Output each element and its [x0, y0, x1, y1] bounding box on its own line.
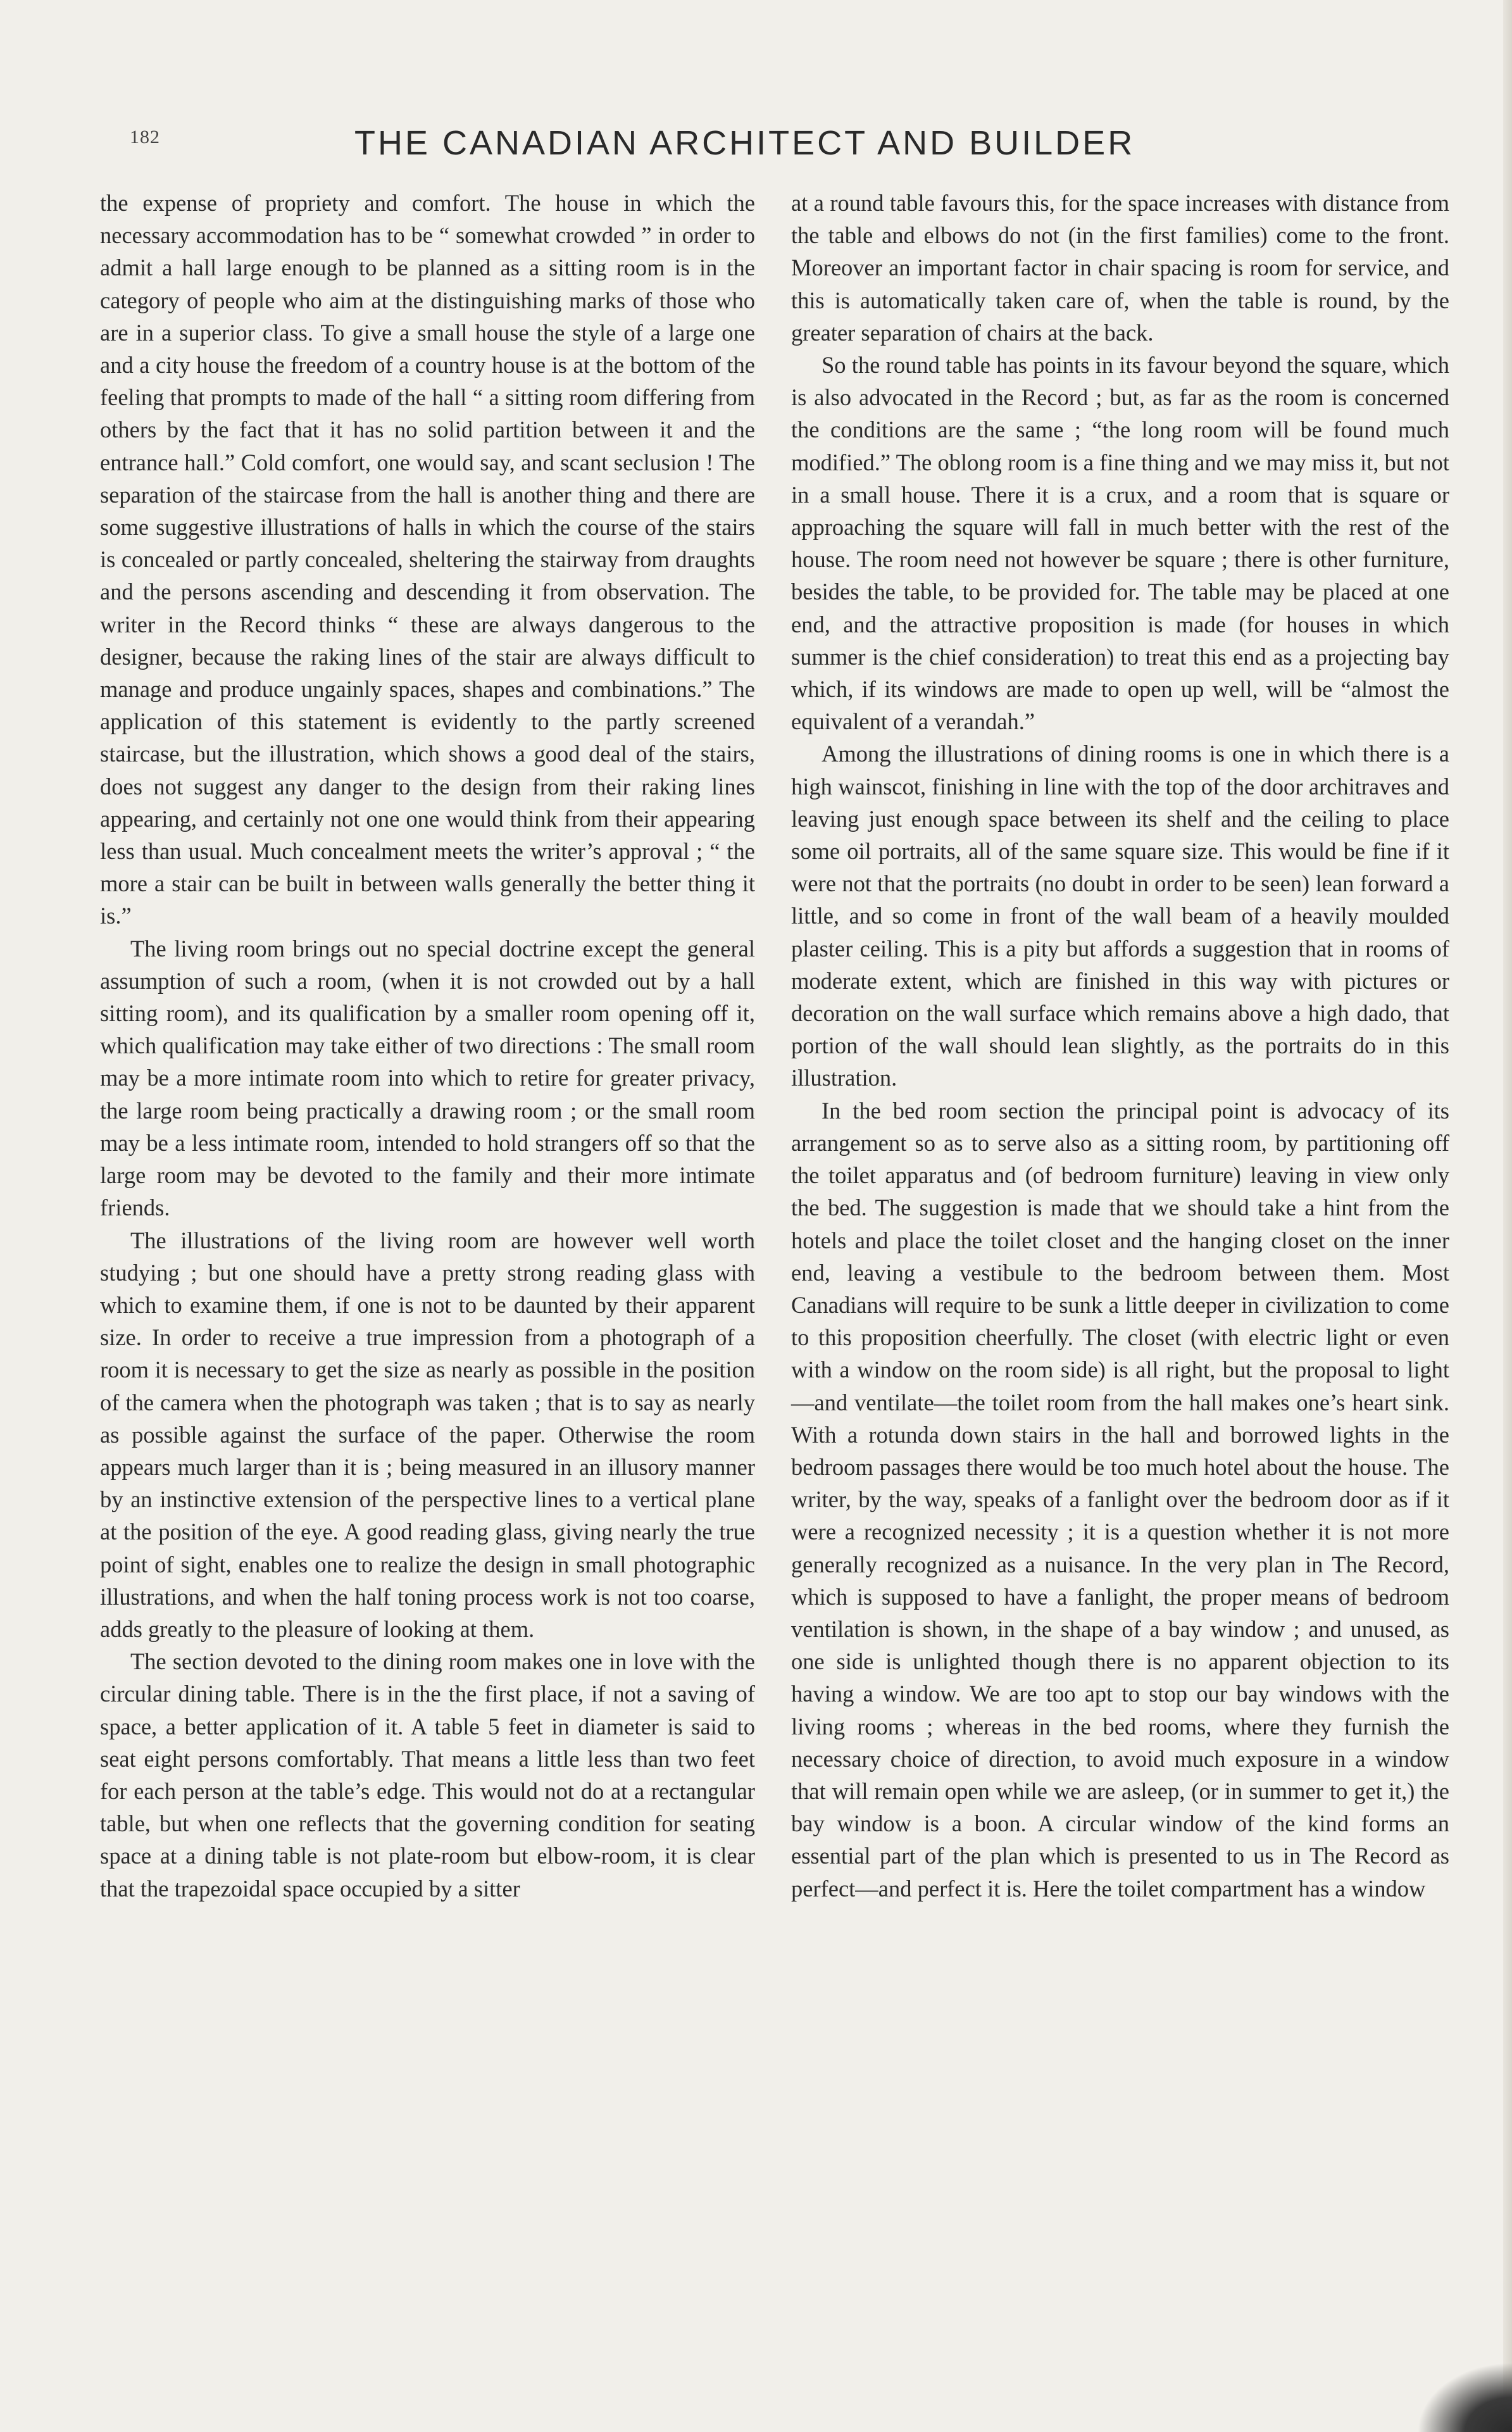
- paragraph: at a round table favours this, for the space increases with distance from the table and elbows do not (in the first families) come to the front. Moreover an important factor in chair spacing is room for service, and this is automatically taken care of, when the table is round, by the greater separation of chairs at the back.: [791, 190, 1449, 346]
- page-number: 182: [130, 127, 160, 147]
- corner-shadow: [1417, 2362, 1512, 2432]
- paragraph: The living room brings out no special doctrine except the general assumption of such a room, (when it is not crowded out by a hall sitting room), and its qualification by a smaller room opening off it, which qualification may take either of two directions : The small room may be a more intimate room into which to retire for greater privacy, the large room being practically a drawing room ; or the small room may be a less intimate room, intended to hold strangers off so that the large room may be devoted to the family and their more intimate friends.: [100, 935, 755, 1221]
- page-edge: [1503, 0, 1512, 2432]
- paragraph: In the bed room section the principal point is advocacy of its arrangement so as to serve also as a sitting room, by partitioning off the toilet apparatus and (of bedroom furniture) leaving in view only the bed. The suggestion is made that we should take a hint from the hotels and place the toilet closet and the hanging closet on the inner end, leaving a vestibule to the bedroom between them. Most Canadians will require to be sunk a little deeper in civilization to come to this proposition cheerfully. The closet (with electric light or even with a window on the room side) is all right, but the proposal to light—and ventilate—the toilet room from the hall makes one’s heart sink. With a rotunda down stairs in the hall and borrowed lights in the bedroom passages there would be too much hotel about the house. The writer, by the way, speaks of a fanlight over the bedroom door as if it were a recognized necessity ; it is a question whether it is not more generally recognized as a nuisance. In the very plan in The Record, which is supposed to have a fanlight, the proper means of bedroom ventilation is shown, in the shape of a bay window ; and unused, as one side is unlighted though there is no apparent objection to its having a window. We are too apt to stop our bay windows with the living rooms ; whereas in the bed rooms, where they furnish the necessary choice of direction, to avoid much exposure in a window that will remain open while we are asleep, (or in summer to get it,) the bay window is a boon. A circular window of the kind forms an essential part of the plan which is presented to us in The Record as perfect—and perfect it is. Here the toilet compartment has a window: [791, 1097, 1449, 1902]
- right-column: [791, 187, 1449, 1905]
- paragraph: Among the illustrations of dining rooms is one in which there is a high wainscot, finishing in line with the top of the door architraves and leaving just enough space between its shelf and the ceiling to place some oil portraits, all of the same square size. This would be fine if it were not that the portraits (no doubt in order to be seen) lean forward a little, and so come in front of the wall beam of a heavily moulded plaster ceiling. This is a pity but affords a suggestion that in rooms of moderate extent, which are finished in this way with pictures or decoration on the wall surface which remains above a high dado, that portion of the wall should lean slightly, as the portraits do in this illustration.: [791, 741, 1449, 1091]
- left-column: [100, 187, 755, 1905]
- journal-title: THE CANADIAN ARCHITECT AND BUILDER: [354, 124, 1135, 162]
- paragraph: The section devoted to the dining room makes one in love with the circular dining table. There is in the the first place, if not a saving of space, a better application of it. A table 5 feet in diameter is said to seat eight persons comfortably. That means a little less than two feet for each person at the table’s edge. This would not do at a rectangular table, but when one reflects that the governing condition for seating space at a dining table is not plate-room but elbow-room, it is clear that the trapezoidal space occupied by a sitter: [100, 1648, 755, 1902]
- paragraph: The illustrations of the living room are however well worth studying ; but one should have a pretty strong reading glass with which to examine them, if one is not to be daunted by their apparent size. In order to receive a true impression from a photograph of a room it is necessary to get the size as nearly as possible in the position of the camera when the photograph was taken ; that is to say as nearly as possible against the surface of the paper. Otherwise the room appears much larger than it is ; being measured in an illusory manner by an instinctive extension of the perspective lines to a vertical plane at the position of the eye. A good reading glass, giving nearly the true point of sight, enables one to realize the design in small photographic illustrations, and when the half toning process work is not too coarse, adds greatly to the pleasure of looking at them.: [100, 1227, 755, 1642]
- paragraph: the expense of propriety and comfort. The house in which the necessary accommodation has to be “ somewhat crowded ” in order to admit a hall large enough to be planned as a sitting room is in the category of people who aim at the distinguishing marks of those who are in a superior class. To give a small house the style of a large one and a city house the freedom of a country house is at the bottom of the feeling that prompts to made of the hall “ a sitting room differing from others by the fact that it has no solid partition between it and the entrance hall.” Cold comfort, one would say, and scant seclusion ! The separation of the staircase from the hall is another thing and there are some suggestive illustrations of halls in which the course of the stairs is concealed or partly concealed, sheltering the stairway from draughts and the persons ascending and descending it from observation. The writer in the Record thinks “ these are always dangerous to the designer, because the raking lines of the stair are always difficult to manage and produce ungainly spaces, shapes and combinations.” The application of this statement is evidently to the partly screened staircase, but the illustration, which shows a good deal of the stairs, does not suggest any danger to the design from their raking lines appearing, and certainly not one one would think from their appearing less than usual. Much concealment meets the writer’s approval ; “ the more a stair can be built in between walls generally the better thing it is.”: [100, 190, 755, 929]
- paragraph: So the round table has points in its favour beyond the square, which is also advocated in the Record ; but, as far as the room is concerned the conditions are the same ; “the long room will be found much modified.” The oblong room is a fine thing and we may miss it, but not in a small house. There it is a crux, and a room that is square or approaching the square will fall in much better with the rest of the house. The room need not however be square ; there is other furniture, besides the table, to be provided for. The table may be placed at one end, and the attractive proposition is made (for houses in which summer is the chief consideration) to treat this end as a projecting bay which, if its windows are made to open up well, will be “almost the equivalent of a verandah.”: [791, 352, 1449, 735]
